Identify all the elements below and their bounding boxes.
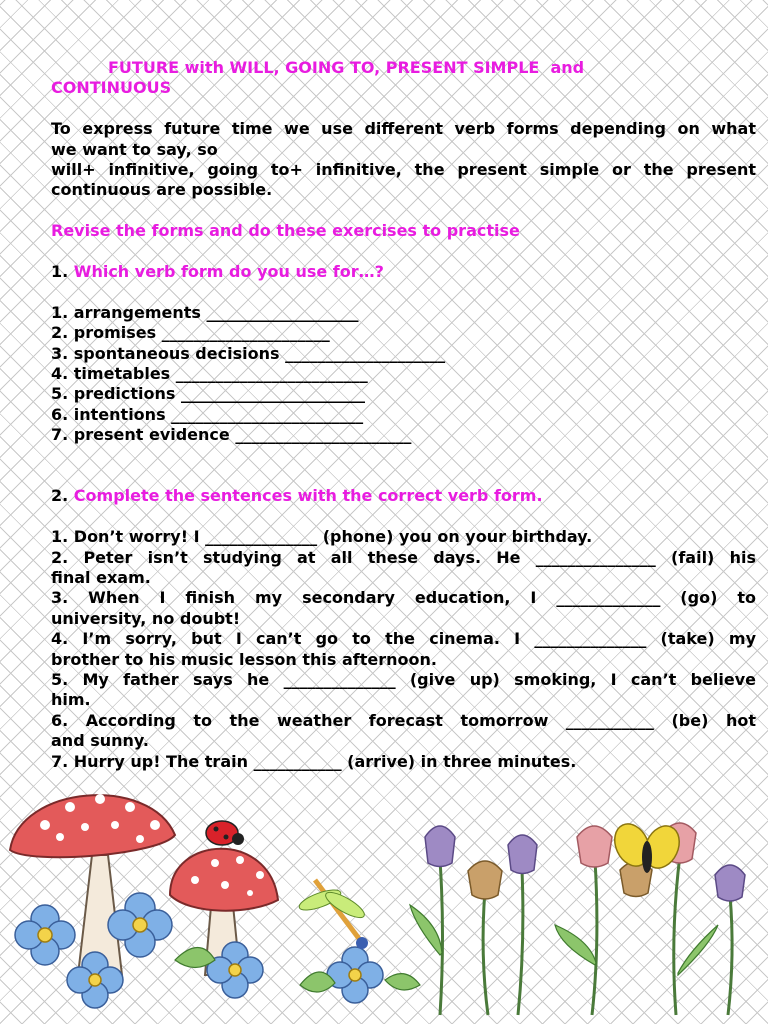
sentence-line: 6. According to the weather forecast tomorrow ___________ (be) hot [51,710,756,730]
list-item: 1. arrangements ___________________ [51,302,359,322]
list-item: 2. promises _____________________ [51,323,330,343]
sentence-line: university, no doubt! [51,608,241,628]
exercise2-sentences [51,527,756,772]
list-item: 5. predictions _______________________ [51,384,366,404]
exercise1-question: Which verb form do you use for…? [73,262,384,282]
exercise2-number: 2. [51,486,69,506]
intro-line: To express future time we use different verb forms depending on what [51,119,756,139]
sentence-line: 2. Peter isn’t studying at all these days. He _______________ (fail) his [51,547,756,567]
page-title-continued: CONTINUOUS [51,78,172,98]
instruction: Revise the forms and do these exercises to practise [51,221,520,241]
exercise1-number: 1. [51,262,69,282]
sentence-line: and sunny. [51,731,149,751]
intro-line: will+ infinitive, going to+ infinitive, the present simple or the present [51,160,756,180]
list-item: 6. intentions ________________________ [51,404,364,424]
exercise2-instruction: Complete the sentences with the correct verb form. [73,486,543,506]
sentence-line: brother to his music lesson this afternoon. [51,649,437,669]
sentence-line: 1. Don’t worry! I ______________ (phone) you on your birthday. [51,527,593,547]
dragonfly-icon [297,880,368,949]
exercise2-heading [51,486,756,506]
sentence-line: 4. I’m sorry, but I can’t go to the cinema. I ______________ (take) my [51,629,756,649]
sentence-line: 5. My father says he ______________ (give up) smoking, I can’t believe [51,670,756,690]
list-item: 7. present evidence ______________________ [51,425,412,445]
sentence-line: 7. Hurry up! The train ___________ (arrive) in three minutes. [51,751,577,771]
sentence-line: 3. When I finish my secondary education, I _____________ (go) to [51,588,756,608]
sentence-line: him. [51,690,91,710]
sentence-line: final exam. [51,568,151,588]
exercise1-heading [51,262,756,282]
list-item: 3. spontaneous decisions ____________________ [51,343,446,363]
decorative-garden [0,775,768,1024]
intro-line: continuous are possible. [51,180,273,200]
intro-line: we want to say, so [51,139,218,159]
list-item: 4. timetables ________________________ [51,364,368,384]
page-title: FUTURE with WILL, GOING TO, PRESENT SIMPLE and [108,58,585,77]
worksheet [51,58,756,772]
ladybug-icon [206,821,244,845]
